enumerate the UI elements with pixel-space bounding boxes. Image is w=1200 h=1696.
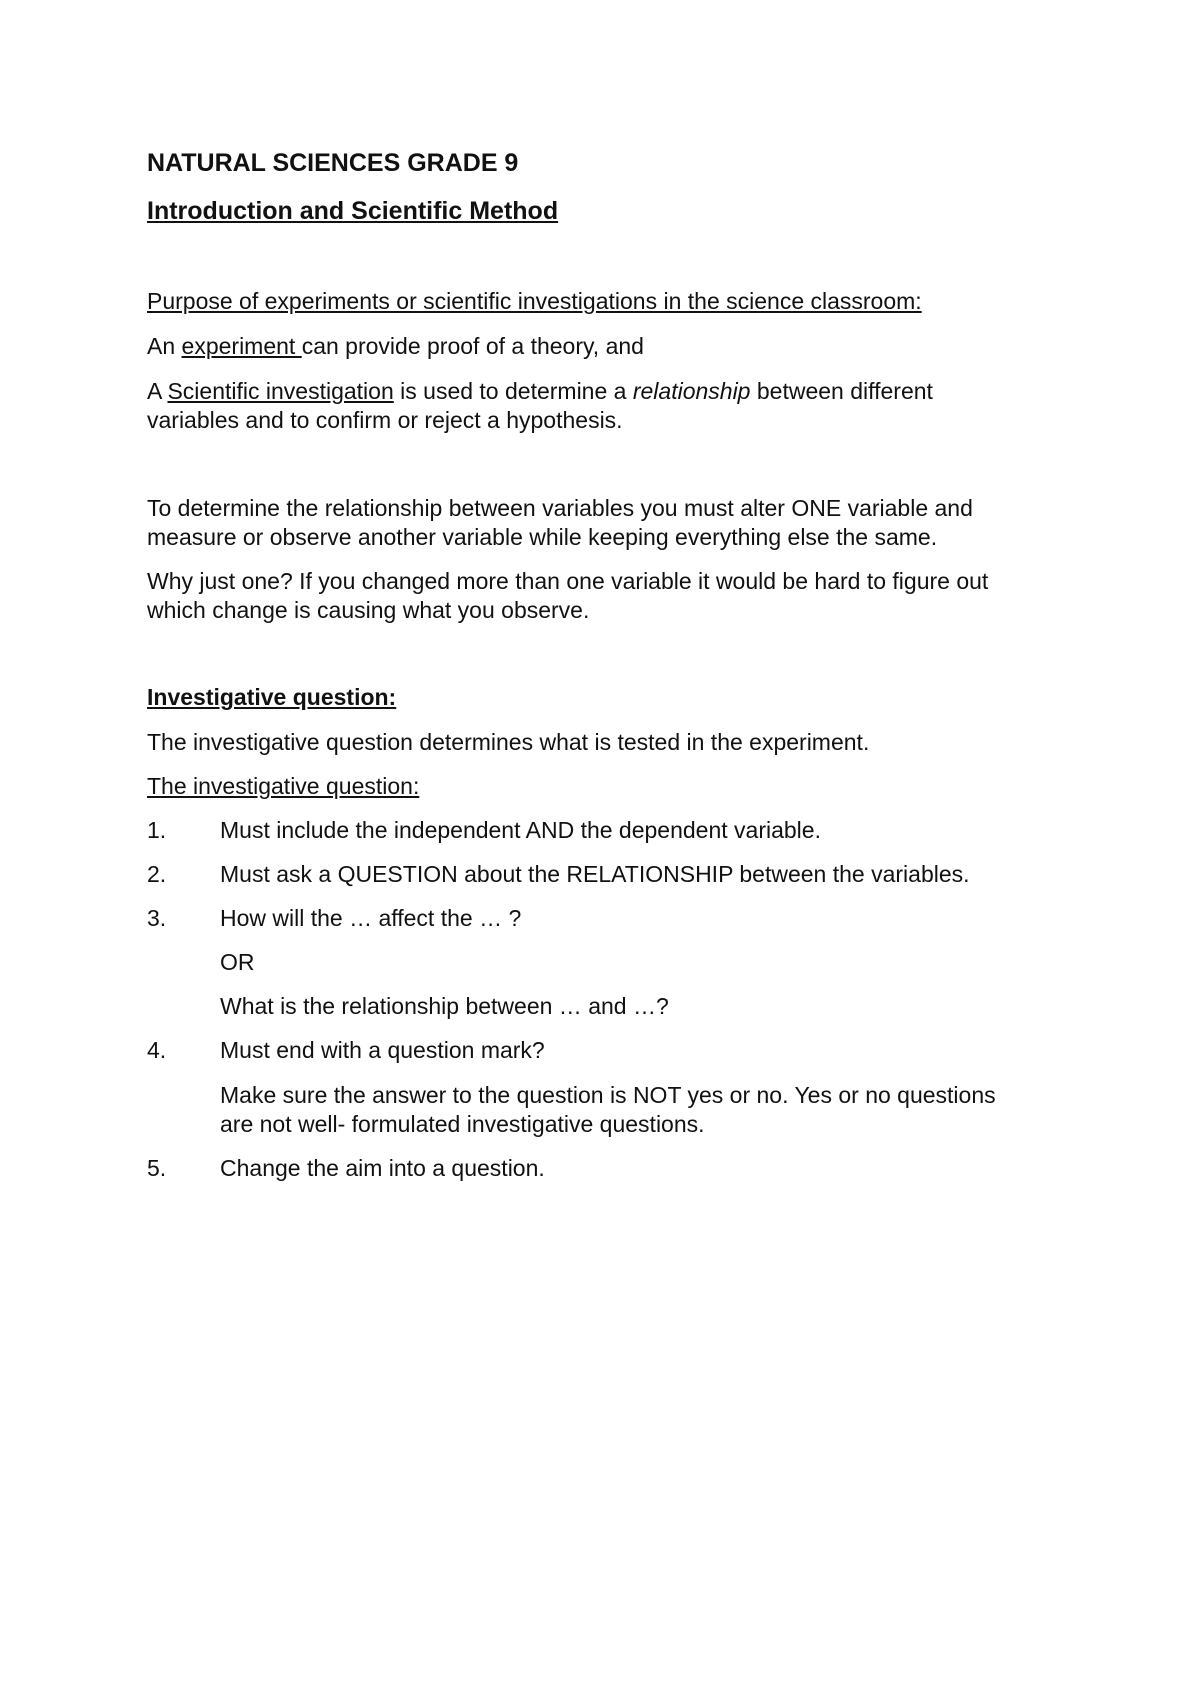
experiment-line [147, 332, 644, 361]
investigation-line [147, 377, 933, 406]
list-item-text: Change the aim into a question. [220, 1155, 545, 1181]
list-item-text: How will the … affect the … ? [220, 905, 522, 931]
investigative-question-heading: Investigative question: [147, 684, 397, 710]
investigation-mid: is used to determine a [393, 378, 633, 404]
list-item-note-line-2: are not well- formulated investigative questions. [220, 1111, 705, 1137]
investigation-term: Scientific investigation [167, 378, 394, 404]
page-subtitle: Introduction and Scientific Method [147, 197, 559, 225]
why-line-2: which change is causing what you observe. [147, 597, 590, 623]
page-title: NATURAL SCIENCES GRADE 9 [147, 149, 519, 177]
relationship-line-2: measure or observe another variable while keeping everything else the same. [147, 524, 938, 550]
experiment-pre: An [147, 333, 182, 359]
investigative-question-list-heading: The investigative question: [147, 773, 420, 799]
list-item-number: 2. [147, 861, 167, 887]
investigative-question-intro: The investigative question determines what is tested in the experiment. [147, 729, 870, 755]
list-item-note-line-1: Make sure the answer to the question is NOT yes or no. Yes or no questions [220, 1082, 996, 1108]
experiment-term: experiment [181, 333, 302, 359]
list-item-number: 3. [147, 905, 167, 931]
investigation-emphasis: relationship [632, 378, 751, 404]
list-item-number: 5. [147, 1155, 167, 1181]
list-item-text: Must include the independent AND the dependent variable. [220, 817, 821, 843]
purpose-heading: Purpose of experiments or scientific investigations in the science classroom: [147, 288, 922, 314]
relationship-line-1: To determine the relationship between variables you must alter ONE variable and [147, 495, 973, 521]
why-line-1: Why just one? If you changed more than one variable it would be hard to figure out [147, 568, 989, 594]
list-item-number: 4. [147, 1037, 167, 1063]
list-item-or: OR [220, 949, 255, 975]
investigation-line-2: variables and to confirm or reject a hypothesis. [147, 407, 623, 433]
list-item-text: Must ask a QUESTION about the RELATIONSHIP between the variables. [220, 861, 970, 887]
list-item-number: 1. [147, 817, 167, 843]
investigation-pre: A [147, 378, 168, 404]
experiment-post: can provide proof of a theory, and [301, 333, 644, 359]
investigation-post: between different [750, 378, 933, 404]
list-item-alt: What is the relationship between … and …? [220, 993, 669, 1019]
list-item-text: Must end with a question mark? [220, 1037, 545, 1063]
